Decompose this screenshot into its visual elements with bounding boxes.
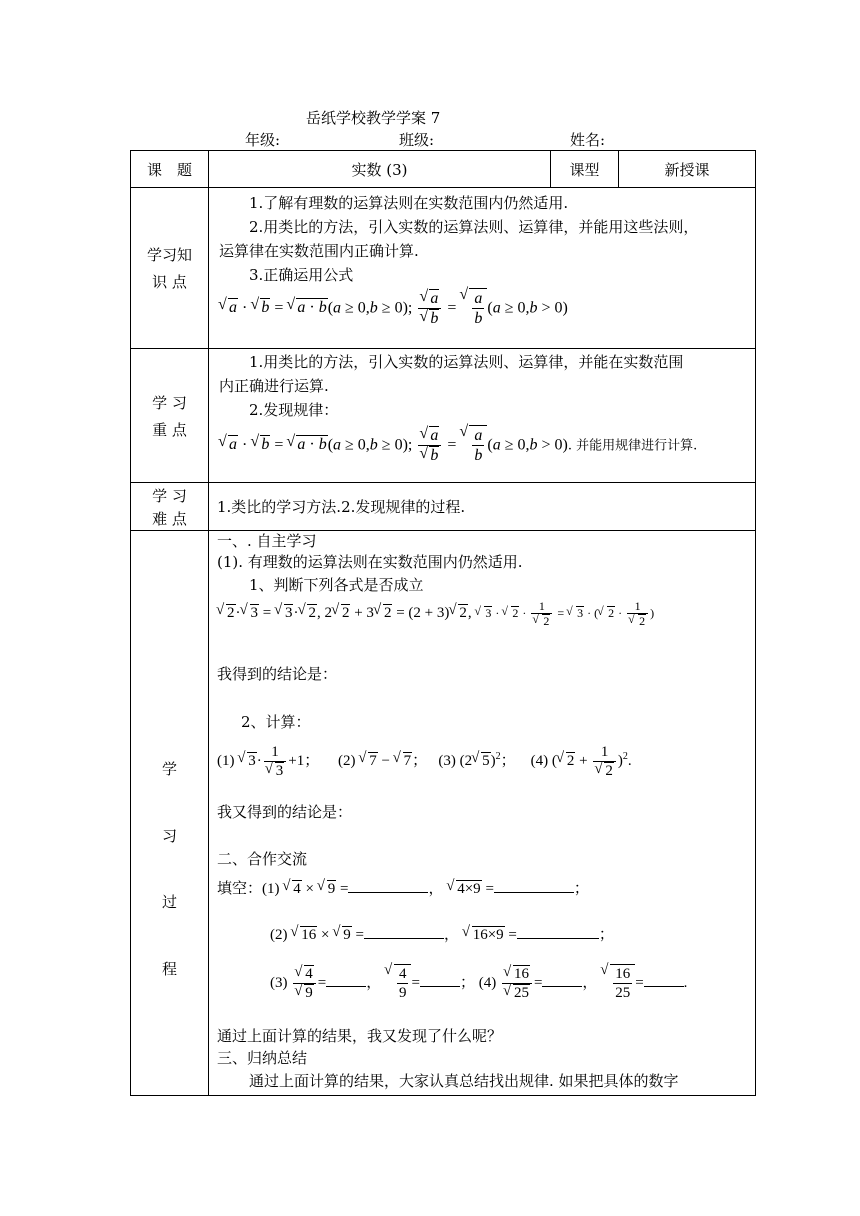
question-2-expressions: (1) √ 3· 1 √ 3 +1； (2) √ 7 − √ 7； (3) (2√ 5)$^2$； (4) (√ 2 + 1 √ 2 )$^2$. — [217, 743, 632, 780]
lesson-type-value: 新授课 — [619, 151, 756, 188]
blank-8[interactable] — [644, 986, 684, 987]
fill-in-row-2: (2) √ 16 × √ 9 = ， √ 16×9 = ； — [270, 923, 614, 944]
lesson-plan-table — [130, 150, 756, 1096]
focus-label-line2: 重 点 — [152, 420, 187, 439]
knowledge-label-line1: 学习知 — [146, 246, 192, 264]
fill-label: 填空： — [217, 879, 263, 897]
process-label-char-2: 习 — [162, 827, 178, 845]
topic-value: 实数 (3) — [209, 151, 551, 188]
blank-5[interactable] — [326, 986, 366, 987]
focus-content — [209, 349, 756, 483]
section-2-title: 二、合作交流 — [217, 850, 308, 868]
topic-label: 课 题 — [131, 151, 209, 188]
difficulty-label-line2: 难 点 — [152, 509, 187, 528]
process-content — [209, 531, 756, 1096]
difficulty-text: 1.类比的学习方法.2.发现规律的过程. — [217, 498, 466, 516]
conclusion-1: 我得到的结论是： — [217, 665, 338, 683]
blank-2[interactable] — [494, 892, 574, 893]
process-row — [131, 531, 756, 1096]
knowledge-item-3: 3.正确运用公式 — [249, 266, 354, 284]
question-1-expressions: √ 2·√ 3 = √ 3·√ 2, 2√ 2 + 3√ 2 = (2 + 3)√ 2, √ 3 · √ 2 · 1 √ 2 = √ 3 · (√ 2 · 1 √ 2 ) — [217, 599, 654, 629]
name-label: 姓名: — [570, 131, 606, 149]
process-label-char-3: 过 — [162, 893, 178, 911]
process-label-char-4: 程 — [162, 960, 178, 978]
page-title: 岳纸学校教学学案 7 — [306, 109, 441, 127]
focus-label — [131, 349, 209, 483]
focus-item-1a: 1.用类比的方法，引入实数的运算法则、运算律，并能在实数范围 — [249, 353, 684, 371]
knowledge-content — [209, 188, 756, 349]
blank-1[interactable] — [348, 892, 428, 893]
discover-question: 通过上面计算的结果，我又发现了什么呢？ — [217, 1027, 503, 1045]
knowledge-label — [131, 188, 209, 349]
knowledge-label-line2: 识 点 — [152, 273, 187, 291]
section-1-subtitle: (1). 有理数的运算法则在实数范围内仍然适用. — [217, 553, 523, 571]
blank-4[interactable] — [517, 938, 599, 939]
difficulty-content — [209, 483, 756, 531]
knowledge-item-1: 1.了解有理数的运算法则在实数范围内仍然适用. — [249, 194, 569, 212]
process-label — [131, 531, 209, 1096]
difficulty-label — [131, 483, 209, 531]
section-1-title: 一、. 自主学习 — [217, 532, 317, 550]
focus-row — [131, 349, 756, 483]
focus-item-1b: 内正确进行运算. — [219, 377, 329, 395]
topic-row — [131, 151, 756, 188]
knowledge-item-2b: 运算律在实数范围内正确计算. — [219, 242, 419, 260]
question-1: 1、判断下列各式是否成立 — [249, 576, 424, 594]
summary-text: 通过上面计算的结果，大家认真总结找出规律. 如果把具体的数字 — [249, 1072, 679, 1090]
knowledge-formula: √ a · √ b = √ a · b(a ≥ 0,b ≥ 0); √ a √ b = √ $\frac{a}{b}$ (a ≥ 0,b > 0) — [219, 288, 568, 329]
focus-label-line1: 学 习 — [152, 393, 187, 412]
section-3-title: 三、归纳总结 — [217, 1049, 308, 1067]
blank-6[interactable] — [420, 986, 460, 987]
lesson-type-label: 课型 — [551, 151, 619, 188]
grade-label: 年级: — [245, 131, 281, 149]
knowledge-row — [131, 188, 756, 349]
fill-in-row-3: (3) √ 4 √ 9 = ， √ $\frac{4}{9}$ = ； (4) √ 16 √ 25 = ， √ $\frac{16}{25}$ = . — [270, 964, 687, 1002]
focus-formula: √ a · √ b = √ a · b(a ≥ 0,b ≥ 0); √ a √ b = √ $\frac{a}{b}$ (a ≥ 0,b > 0). 并能用规律进行计算. — [219, 425, 697, 466]
process-label-char-1: 学 — [162, 760, 178, 778]
knowledge-item-2a: 2.用类比的方法，引入实数的运算法则、运算律，并能用这些法则， — [249, 218, 699, 236]
question-2: 2、计算： — [241, 713, 311, 731]
focus-item-2: 2.发现规律： — [249, 401, 339, 419]
class-label: 班级: — [399, 131, 435, 149]
blank-7[interactable] — [542, 986, 582, 987]
conclusion-2: 我又得到的结论是： — [217, 803, 353, 821]
difficulty-label-line1: 学 习 — [152, 486, 187, 505]
difficulty-row — [131, 483, 756, 531]
blank-3[interactable] — [364, 938, 444, 939]
focus-formula-tail: . 并能用规律进行计算. — [567, 438, 698, 454]
fill-in-row-1: 填空：(1) √ 4 × √ 9 = ， √ 4×9 = ； — [217, 877, 589, 898]
